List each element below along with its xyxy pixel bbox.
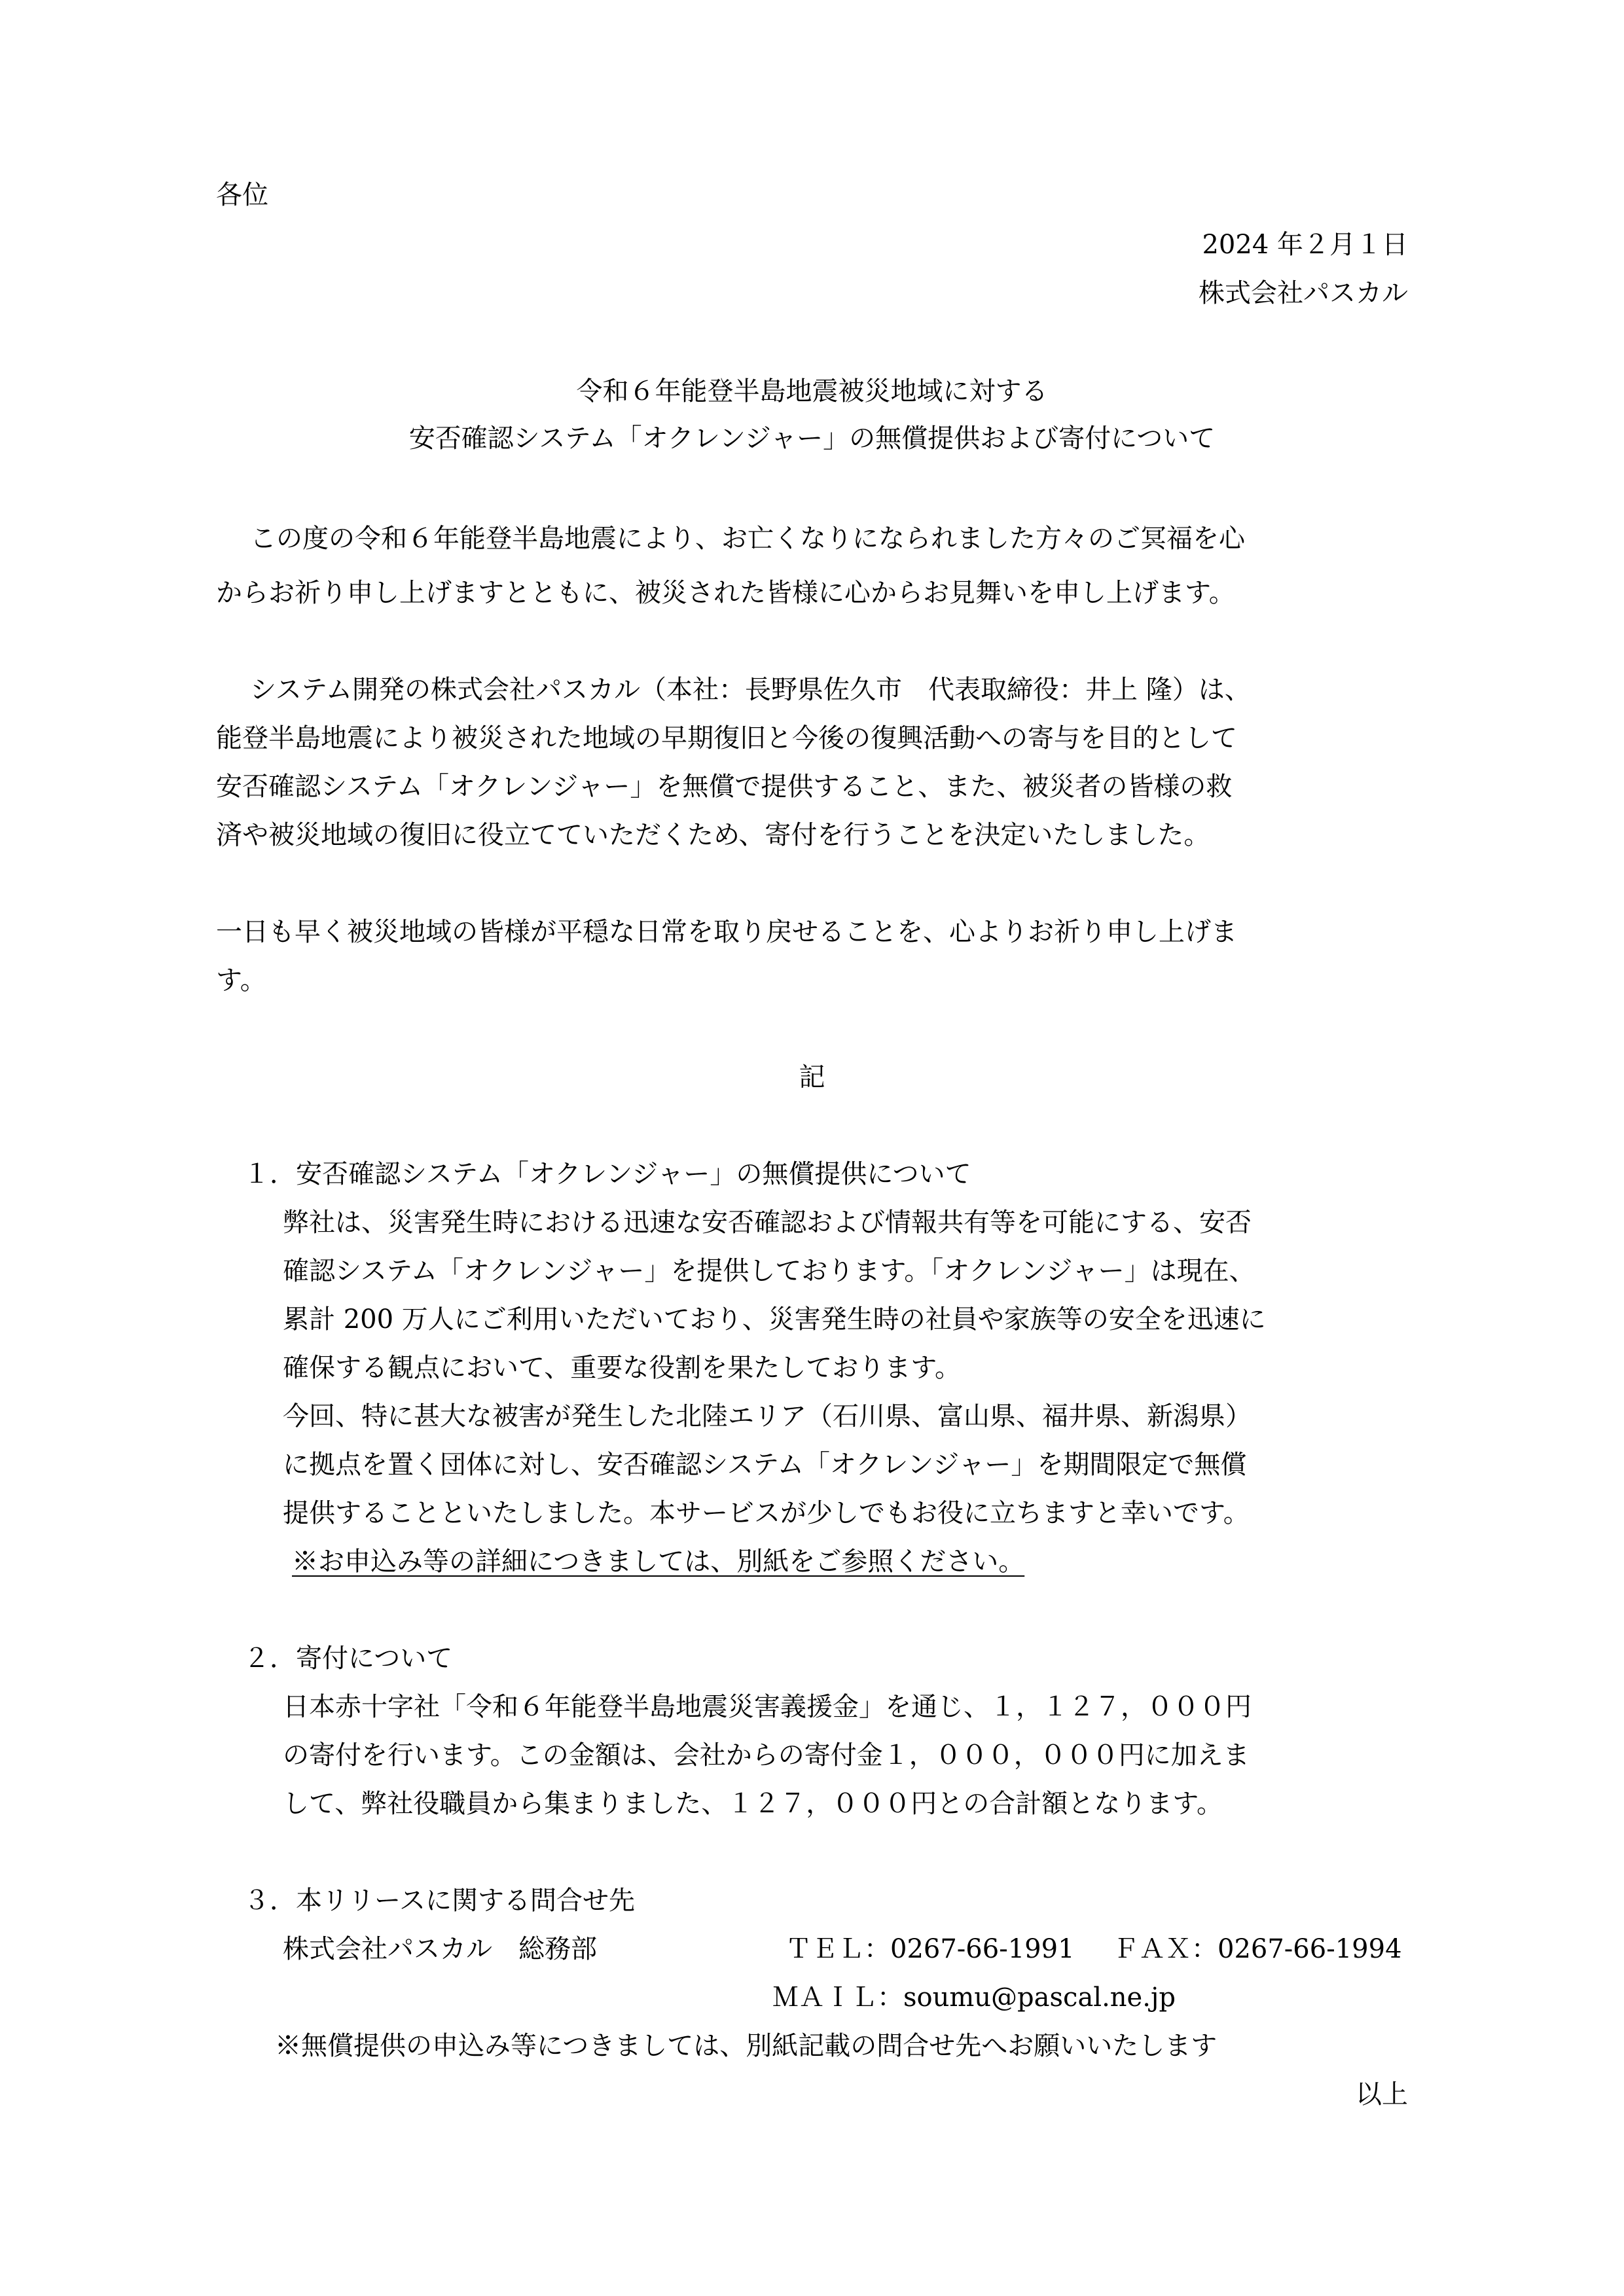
section1-line-5: 今回、特に甚大な被害が発生した北陸エリア（石川県、富山県、福井県、新潟県） — [283, 1401, 1252, 1431]
issuer-company: 株式会社パスカル — [1199, 278, 1408, 308]
intro-p1-line-2: からお祈り申し上げますとともに、被災された皆様に心からお見舞いを申し上げます。 — [216, 578, 1235, 608]
intro-p3-line-2: す。 — [216, 965, 266, 996]
section1-note: ※お申込み等の詳細につきましては、別紙をご参照ください。 — [292, 1547, 1025, 1577]
addressee: 各位 — [216, 180, 268, 210]
section2-line-3: して、弊社役職員から集まりました、１２７，０００円との合計額となります。 — [283, 1789, 1223, 1819]
section1-line-4: 確保する観点において、重要な役割を果たしております。 — [283, 1353, 961, 1383]
contact-fax: ＦＡＸ：0267-66-1994 — [1113, 1934, 1402, 1964]
closing-ijou: 以上 — [1356, 2079, 1408, 2109]
title-line-2: 安否確認システム「オクレンジャー」の無償提供および寄付について — [408, 423, 1216, 454]
section3-note: ※無償提供の申込み等につきましては、別紙記載の問合せ先へお願いいたします — [275, 2031, 1218, 2061]
contact-mail: ＭＡＩＬ：soumu@pascal.ne.jp — [772, 1982, 1176, 2013]
ki-heading: 記 — [799, 1062, 825, 1092]
section2-heading: ２．寄付について — [244, 1643, 453, 1674]
section1-line-6: に拠点を置く団体に対し、安否確認システム「オクレンジャー」を期間限定で無償 — [283, 1450, 1247, 1480]
document-date: 2024 年２月１日 — [1202, 230, 1408, 260]
contact-department: 株式会社パスカル 総務部 — [283, 1934, 597, 1964]
section3-heading: ３．本リリースに関する問合せ先 — [244, 1886, 635, 1916]
section2-line-2: の寄付を行います。この金額は、会社からの寄付金１，０００，０００円に加えま — [283, 1740, 1250, 1770]
section1-heading: １．安否確認システム「オクレンジャー」の無償提供について — [244, 1159, 971, 1189]
intro-p2-line-1: システム開発の株式会社パスカル（本社：長野県佐久市 代表取締役：井上 隆）は、 — [250, 675, 1251, 705]
title-line-1: 令和６年能登半島地震被災地域に対する — [576, 376, 1048, 406]
contact-tel: ＴＥＬ：0267-66-1991 — [785, 1934, 1075, 1964]
intro-p2-line-4: 済や被災地域の復旧に役立てていただくため、寄付を行うことを決定いたしました。 — [216, 820, 1210, 850]
section1-line-3: 累計 200 万人にご利用いただいており、災害発生時の社員や家族等の安全を迅速に — [283, 1304, 1266, 1335]
intro-p3-line-1: 一日も早く被災地域の皆様が平穏な日常を取り戻せることを、心よりお祈り申し上げま — [216, 917, 1237, 947]
intro-p1-line-1: この度の令和６年能登半島地震により、お亡くなりになられました方々のご冥福を心 — [250, 524, 1245, 554]
intro-p2-line-3: 安否確認システム「オクレンジャー」を無償で提供すること、また、被災者の皆様の救 — [216, 772, 1233, 802]
section1-line-7: 提供することといたしました。本サービスが少しでもお役に立ちますと幸いです。 — [283, 1498, 1250, 1528]
intro-p2-line-2: 能登半島地震により被災された地域の早期復旧と今後の復興活動への寄与を目的として — [216, 723, 1237, 753]
section1-line-2: 確認システム「オクレンジャー」を提供しております。「オクレンジャー」は現在、 — [283, 1256, 1255, 1286]
section1-line-1: 弊社は、災害発生時における迅速な安否確認および情報共有等を可能にする、安否 — [283, 1208, 1252, 1238]
section2-line-1: 日本赤十字社「令和６年能登半島地震災害義援金」を通じ、１，１２７，０００円 — [283, 1692, 1252, 1722]
